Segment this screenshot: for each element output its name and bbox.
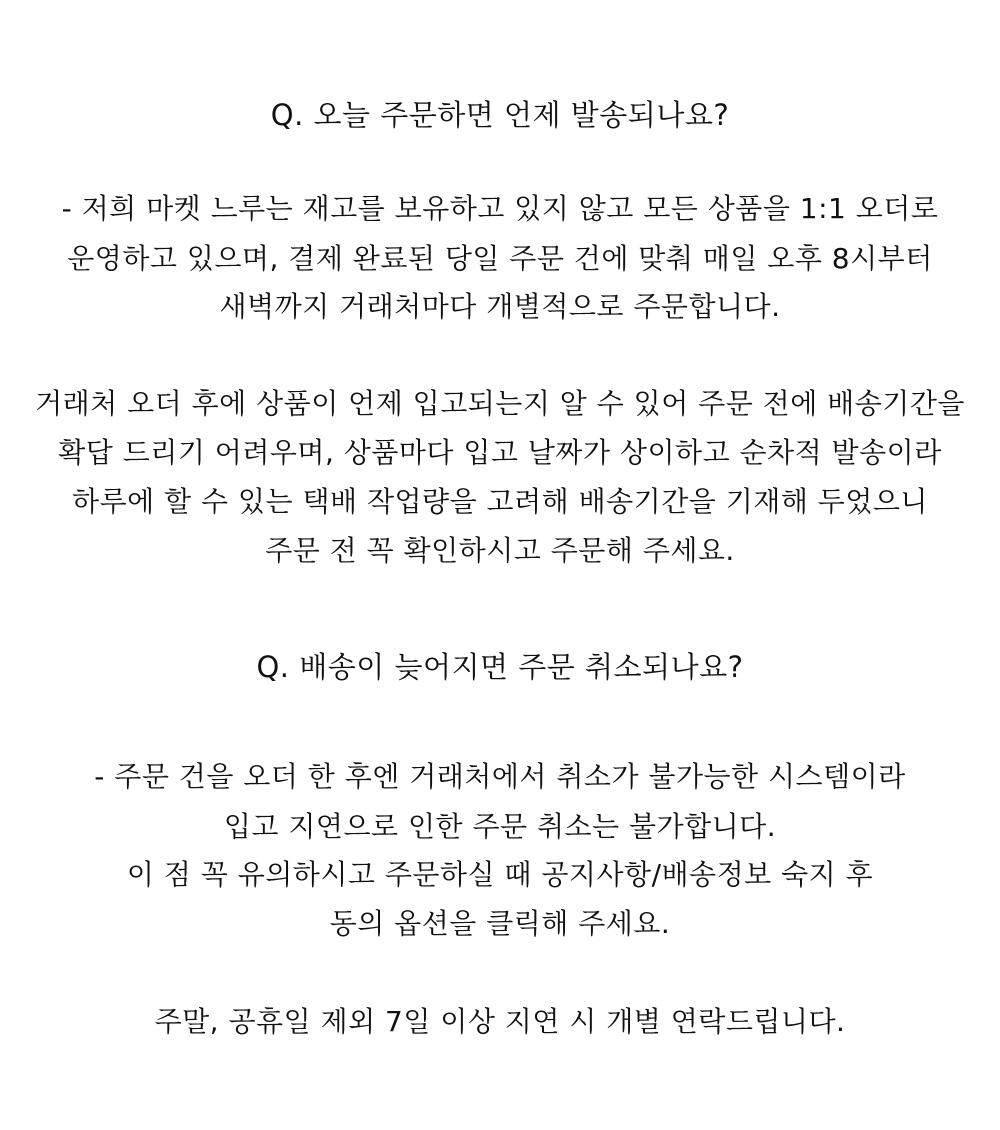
faq-q1-answer-line-1: - 저희 마켓 느루는 재고를 보유하고 있지 않고 모든 상품을 1:1 오더로 [61, 192, 939, 225]
faq-q1-question: Q. 오늘 주문하면 언제 발송되나요? [270, 98, 730, 132]
faq-q2-answer-line-4: 동의 옵션을 클릭해 주세요. [329, 907, 671, 940]
faq-q1-answer-line-2: 운영하고 있으며, 결제 완료된 당일 주문 건에 맞춰 매일 오후 8시부터 [67, 242, 933, 275]
faq-q2-answer-line-1: - 주문 건을 오더 한 후엔 거래처에서 취소가 불가능한 시스템이라 [94, 760, 906, 793]
faq-q1-detail-line-4: 주문 전 꼭 확인하시고 주문해 주세요. [265, 534, 735, 567]
faq-q1-detail-line-1: 거래처 오더 후에 상품이 언제 입고되는지 알 수 있어 주문 전에 배송기간을 [35, 387, 965, 420]
faq-q2-question: Q. 배송이 늦어지면 주문 취소되나요? [256, 650, 744, 684]
faq-q2-answer-line-3: 이 점 꼭 유의하시고 주문하실 때 공지사항/배송정보 숙지 후 [126, 858, 874, 891]
faq-q1-detail-line-3: 하루에 할 수 있는 택배 작업량을 고려해 배송기간을 기재해 두었으니 [72, 485, 928, 518]
faq-q2-note: 주말, 공휴일 제외 7일 이상 지연 시 개별 연락드립니다. [154, 1005, 846, 1038]
faq-q1-answer-line-3: 새벽까지 거래처마다 개별적으로 주문합니다. [219, 290, 781, 323]
faq-q2-answer-line-2: 입고 지연으로 인한 주문 취소는 불가합니다. [223, 810, 777, 843]
faq-q1-detail-line-2: 확답 드리기 어려우며, 상품마다 입고 날짜가 상이하고 순차적 발송이라 [58, 436, 942, 469]
